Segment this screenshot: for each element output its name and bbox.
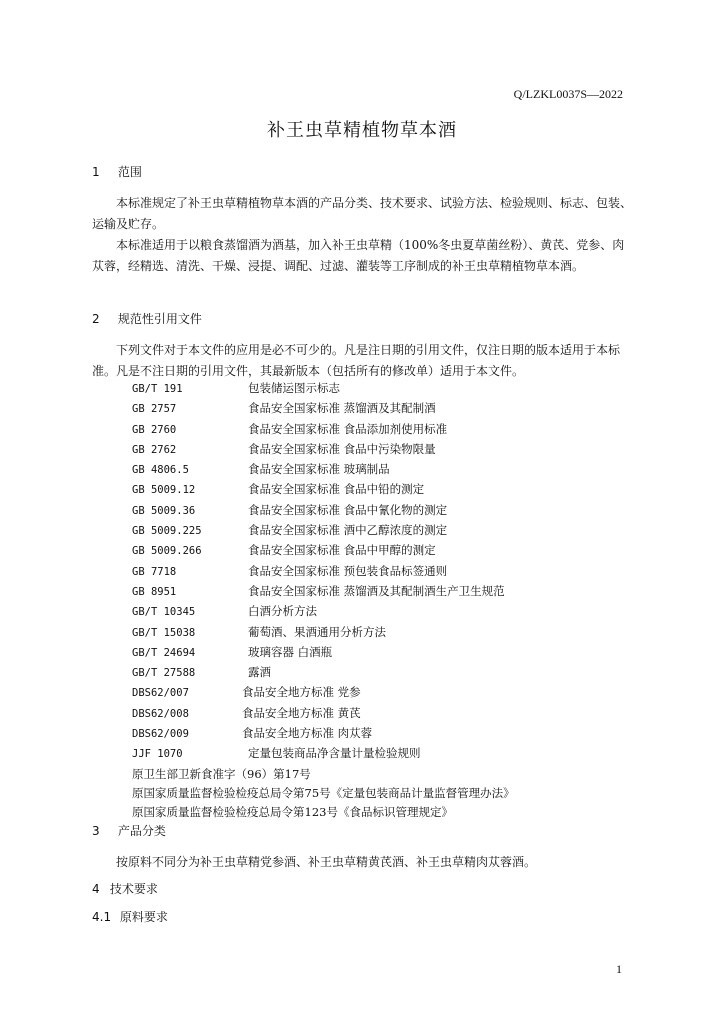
reference-code: GB/T 10345 xyxy=(132,606,196,619)
reference-item xyxy=(132,440,515,460)
reference-title: 食品安全地方标准 黄芪 xyxy=(242,705,361,720)
reference-item xyxy=(132,744,515,764)
reference-title: 食品安全国家标准 食品中铅的测定 xyxy=(248,482,425,497)
reference-title: 白酒分析方法 xyxy=(248,604,317,619)
reference-title: 食品安全国家标准 玻璃制品 xyxy=(248,462,390,477)
reference-item xyxy=(132,460,515,480)
reference-item xyxy=(132,379,515,399)
section-4-heading xyxy=(92,880,158,897)
section-number: 1 xyxy=(92,165,100,179)
section-number: 2 xyxy=(92,312,100,326)
reference-code: GB 7718 xyxy=(132,565,177,578)
reference-title: 玻璃容器 白酒瓶 xyxy=(248,644,333,659)
reference-title: 食品安全国家标准 预包装食品标签通则 xyxy=(248,563,448,578)
section-3-paragraph-1 xyxy=(92,852,632,873)
section-1-paragraph-2 xyxy=(92,235,632,277)
section-4-1-heading xyxy=(92,908,168,925)
reference-item xyxy=(132,623,515,643)
paragraph-text: 本标准适用于以粮食蒸馏酒为酒基，加入补王虫草精（100%冬虫夏草菌丝粉）、黄芪、党参、肉苁蓉，经精选、清洗、干燥、浸提、调配、过滤、灌装等工序制成的补王虫草精植物草本酒。 xyxy=(92,238,625,273)
reference-title: 食品安全国家标准 食品中氰化物的测定 xyxy=(248,502,448,517)
reference-code: GB 4806.5 xyxy=(132,464,189,477)
reference-item-full xyxy=(132,803,515,822)
reference-item xyxy=(132,724,515,744)
reference-item xyxy=(132,562,515,582)
reference-list xyxy=(132,379,515,823)
section-1-heading xyxy=(92,163,142,180)
paragraph-text: 本标准规定了补王虫草精植物草本酒的产品分类、技术要求、试验方法、检验规则、标志、包装、运输及贮存。 xyxy=(92,196,633,231)
reference-code: DBS62/009 xyxy=(132,728,189,741)
reference-item xyxy=(132,704,515,724)
page-number: 1 xyxy=(616,962,622,976)
reference-full-text: 原国家质量监督检验检疫总局令第123号《食品标识管理规定》 xyxy=(132,805,453,820)
reference-item-full xyxy=(132,784,515,803)
reference-item xyxy=(132,420,515,440)
reference-title: 食品安全国家标准 食品中甲醇的测定 xyxy=(248,543,436,558)
reference-item xyxy=(132,602,515,622)
section-title: 技术要求 xyxy=(109,882,158,896)
reference-item-full xyxy=(132,765,515,784)
reference-item xyxy=(132,683,515,703)
reference-code: GB 2757 xyxy=(132,403,177,416)
reference-title: 葡萄酒、果酒通用分析方法 xyxy=(248,624,386,639)
document-number: Q/LZKL0037S—2022 xyxy=(513,87,623,101)
reference-code: JJF 1070 xyxy=(132,748,183,761)
reference-title: 食品安全国家标准 酒中乙醇浓度的测定 xyxy=(248,523,448,538)
reference-code: GB/T 24694 xyxy=(132,646,196,659)
reference-item xyxy=(132,582,515,602)
section-title: 规范性引用文件 xyxy=(117,312,202,326)
document-title: 补王虫草精植物草本酒 xyxy=(267,120,457,141)
section-title: 原料要求 xyxy=(119,910,168,924)
reference-item xyxy=(132,643,515,663)
reference-code: GB/T 191 xyxy=(132,383,183,395)
reference-title: 食品安全国家标准 蒸馏酒及其配制酒 xyxy=(248,401,436,416)
reference-title: 食品安全地方标准 党参 xyxy=(242,685,361,700)
reference-title: 食品安全国家标准 食品中污染物限量 xyxy=(248,441,436,456)
section-number: 4.1 xyxy=(92,910,112,924)
reference-code: GB/T 15038 xyxy=(132,626,196,639)
section-number: 3 xyxy=(92,824,100,838)
reference-item xyxy=(132,501,515,521)
section-1-paragraph-1 xyxy=(92,193,632,235)
reference-title: 食品安全地方标准 肉苁蓉 xyxy=(242,726,373,741)
paragraph-text: 按原料不同分为补王虫草精党参酒、补王虫草精黄芪酒、补王虫草精肉苁蓉酒。 xyxy=(116,855,537,869)
reference-code: GB 2760 xyxy=(132,423,177,436)
section-number: 4 xyxy=(92,882,100,896)
reference-code: GB 5009.266 xyxy=(132,545,202,558)
section-2-paragraph-1 xyxy=(92,340,632,382)
reference-code: GB 5009.36 xyxy=(132,504,196,517)
reference-code: GB 8951 xyxy=(132,585,177,598)
reference-title: 食品安全国家标准 食品添加剂使用标准 xyxy=(248,421,448,436)
reference-title: 包装储运图示标志 xyxy=(248,381,340,395)
reference-code: GB 5009.225 xyxy=(132,525,202,538)
reference-item xyxy=(132,480,515,500)
reference-title: 食品安全国家标准 蒸馏酒及其配制酒生产卫生规范 xyxy=(248,583,505,598)
reference-item xyxy=(132,399,515,419)
section-title: 范围 xyxy=(117,165,142,179)
reference-code: DBS62/008 xyxy=(132,707,189,720)
reference-item xyxy=(132,541,515,561)
reference-code: DBS62/007 xyxy=(132,687,189,700)
section-title: 产品分类 xyxy=(117,824,166,838)
reference-code: GB/T 27588 xyxy=(132,667,196,680)
reference-full-text: 原国家质量监督检验检疫总局令第75号《定量包装商品计量监督管理办法》 xyxy=(132,785,515,800)
reference-code: GB 2762 xyxy=(132,443,177,456)
section-3-heading xyxy=(92,822,166,839)
reference-code: GB 5009.12 xyxy=(132,484,196,497)
section-2-heading xyxy=(92,310,202,327)
reference-title: 露酒 xyxy=(248,665,271,680)
reference-item xyxy=(132,521,515,541)
paragraph-text: 下列文件对于本文件的应用是必不可少的。凡是注日期的引用文件，仅注日期的版本适用于本标准。凡是不注日期的引用文件，其最新版本（包括所有的修改单）适用于本文件。 xyxy=(92,343,621,378)
reference-item xyxy=(132,663,515,683)
reference-full-text: 原卫生部卫新食准字（96）第17号 xyxy=(132,766,311,781)
reference-title: 定量包装商品净含量计量检验规则 xyxy=(248,746,421,761)
